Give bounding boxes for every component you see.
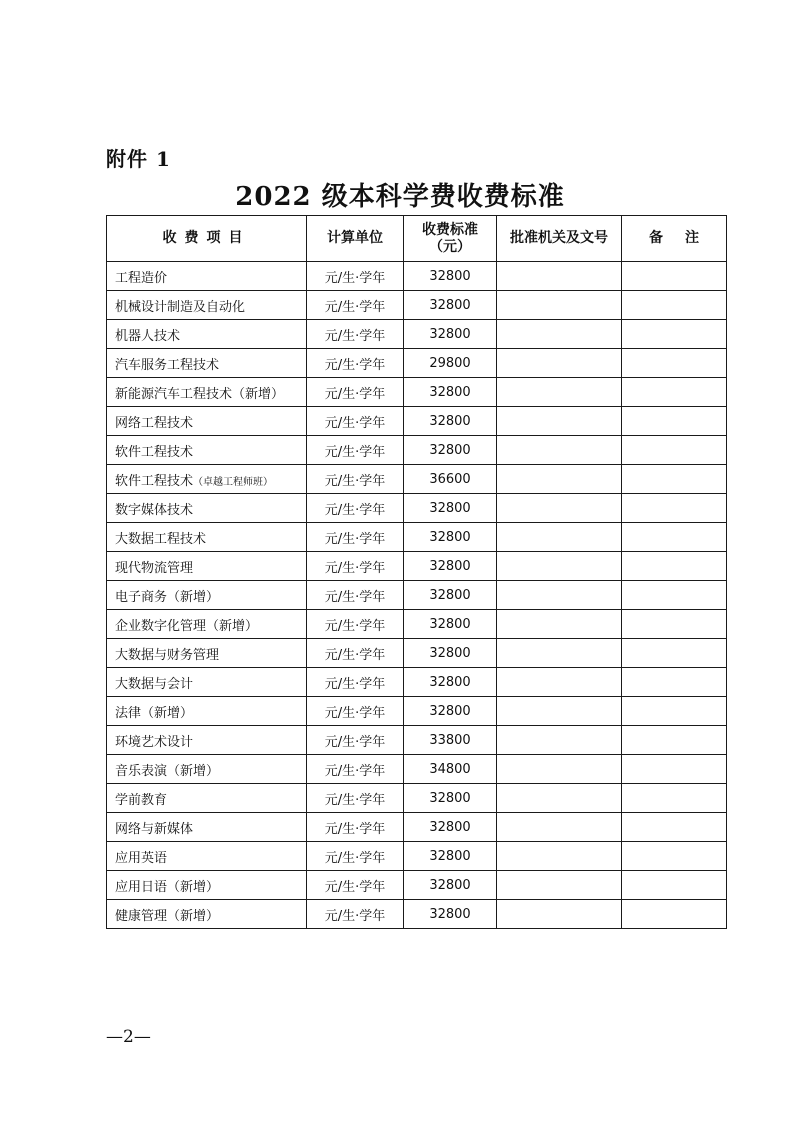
item-name: 数字媒体技术: [115, 502, 194, 518]
fee-table-body: [107, 262, 727, 929]
item-name: 学前教育: [115, 792, 168, 808]
cell-note: [622, 813, 727, 842]
cell-authority: [497, 697, 622, 726]
header-unit: 计算单位: [307, 216, 404, 262]
item-name-suffix: （卓越工程师班）: [193, 476, 274, 488]
cell-authority: [497, 726, 622, 755]
table-row: [107, 726, 727, 755]
cell-unit: 元/生·学年: [307, 668, 404, 697]
item-name: 健康管理（新增）: [115, 908, 220, 924]
table-header-row: [107, 216, 727, 262]
table-row: [107, 262, 727, 291]
cell-fee: 34800: [404, 755, 497, 784]
cell-item-name: [107, 668, 307, 697]
item-name: 环境艺术设计: [115, 734, 194, 750]
cell-note: [622, 784, 727, 813]
cell-fee: 32800: [404, 668, 497, 697]
cell-authority: [497, 291, 622, 320]
table-row: [107, 900, 727, 929]
cell-fee: 32800: [404, 842, 497, 871]
cell-item-name: [107, 291, 307, 320]
cell-note: [622, 610, 727, 639]
cell-item-name: [107, 494, 307, 523]
cell-note: [622, 552, 727, 581]
cell-note: [622, 697, 727, 726]
cell-item-name: [107, 755, 307, 784]
document-title: 2022 级本科学费收费标准: [235, 182, 565, 212]
header-authority: 批准机关及文号: [497, 216, 622, 262]
cell-item-name: [107, 407, 307, 436]
item-name: 网络工程技术: [115, 415, 194, 431]
cell-authority: [497, 610, 622, 639]
cell-item-name: [107, 784, 307, 813]
cell-item-name: [107, 581, 307, 610]
cell-fee: 32800: [404, 581, 497, 610]
table-row: [107, 871, 727, 900]
cell-authority: [497, 523, 622, 552]
cell-authority: [497, 552, 622, 581]
cell-fee: 32800: [404, 378, 497, 407]
item-name: 应用日语（新增）: [115, 879, 220, 895]
item-name: 汽车服务工程技术: [115, 357, 220, 373]
cell-unit: 元/生·学年: [307, 871, 404, 900]
cell-unit: 元/生·学年: [307, 784, 404, 813]
cell-fee: 32800: [404, 697, 497, 726]
cell-unit: 元/生·学年: [307, 320, 404, 349]
cell-authority: [497, 320, 622, 349]
cell-authority: [497, 378, 622, 407]
cell-note: [622, 262, 727, 291]
cell-authority: [497, 465, 622, 494]
cell-item-name: [107, 610, 307, 639]
cell-item-name: [107, 349, 307, 378]
cell-unit: 元/生·学年: [307, 900, 404, 929]
cell-note: [622, 407, 727, 436]
table-row: [107, 291, 727, 320]
item-name: 大数据与财务管理: [115, 647, 220, 663]
cell-note: [622, 581, 727, 610]
cell-note: [622, 349, 727, 378]
header-note: [622, 216, 727, 262]
cell-unit: 元/生·学年: [307, 349, 404, 378]
cell-unit: 元/生·学年: [307, 697, 404, 726]
cell-fee: 36600: [404, 465, 497, 494]
header-item-label: 收费项目: [162, 230, 251, 246]
cell-fee: 32800: [404, 291, 497, 320]
cell-authority: [497, 494, 622, 523]
cell-authority: [497, 262, 622, 291]
item-name: 机器人技术: [115, 328, 181, 344]
cell-unit: 元/生·学年: [307, 552, 404, 581]
item-name: 现代物流管理: [115, 560, 194, 576]
cell-authority: [497, 581, 622, 610]
cell-item-name: [107, 523, 307, 552]
table-row: [107, 842, 727, 871]
cell-note: [622, 668, 727, 697]
table-row: [107, 610, 727, 639]
cell-fee: 32800: [404, 610, 497, 639]
cell-item-name: [107, 552, 307, 581]
table-row: [107, 407, 727, 436]
item-name: 新能源汽车工程技术（新增）: [115, 386, 285, 402]
cell-authority: [497, 639, 622, 668]
cell-authority: [497, 755, 622, 784]
table-row: [107, 378, 727, 407]
cell-fee: 32800: [404, 407, 497, 436]
cell-unit: 元/生·学年: [307, 291, 404, 320]
cell-fee: 32800: [404, 900, 497, 929]
cell-unit: 元/生·学年: [307, 755, 404, 784]
cell-fee: 32800: [404, 436, 497, 465]
cell-note: [622, 378, 727, 407]
cell-item-name: [107, 871, 307, 900]
cell-unit: 元/生·学年: [307, 378, 404, 407]
cell-note: [622, 639, 727, 668]
cell-note: [622, 900, 727, 929]
cell-item-name: [107, 639, 307, 668]
page-number: —2—: [106, 1027, 151, 1047]
table-row: [107, 349, 727, 378]
cell-unit: 元/生·学年: [307, 639, 404, 668]
cell-fee: 33800: [404, 726, 497, 755]
attachment-label: 附件 1: [106, 147, 171, 171]
cell-note: [622, 871, 727, 900]
cell-item-name: [107, 320, 307, 349]
cell-unit: 元/生·学年: [307, 262, 404, 291]
cell-note: [622, 494, 727, 523]
cell-authority: [497, 436, 622, 465]
table-row: [107, 494, 727, 523]
item-name: 法律（新增）: [115, 705, 194, 721]
header-fee: [404, 216, 497, 262]
cell-unit: 元/生·学年: [307, 726, 404, 755]
cell-fee: 32800: [404, 784, 497, 813]
cell-unit: 元/生·学年: [307, 436, 404, 465]
cell-unit: 元/生·学年: [307, 813, 404, 842]
cell-authority: [497, 349, 622, 378]
cell-fee: 32800: [404, 494, 497, 523]
cell-fee: 32800: [404, 871, 497, 900]
cell-fee: 32800: [404, 813, 497, 842]
item-name: 大数据与会计: [115, 676, 194, 692]
item-name: 网络与新媒体: [115, 821, 194, 837]
table-row: [107, 813, 727, 842]
cell-note: [622, 436, 727, 465]
item-name: 机械设计制造及自动化: [115, 299, 246, 315]
cell-authority: [497, 900, 622, 929]
table-row: [107, 784, 727, 813]
header-note-label: 备注: [649, 230, 721, 246]
cell-note: [622, 842, 727, 871]
item-name: 企业数字化管理（新增）: [115, 618, 259, 634]
header-item: [107, 216, 307, 262]
item-name: 音乐表演（新增）: [115, 763, 220, 779]
cell-fee: 32800: [404, 552, 497, 581]
cell-unit: 元/生·学年: [307, 523, 404, 552]
cell-item-name: [107, 900, 307, 929]
cell-fee: 32800: [404, 262, 497, 291]
item-name: 应用英语: [115, 850, 168, 866]
table-row: [107, 581, 727, 610]
cell-note: [622, 523, 727, 552]
cell-fee: 29800: [404, 349, 497, 378]
table-row: [107, 755, 727, 784]
cell-unit: 元/生·学年: [307, 842, 404, 871]
cell-item-name: [107, 842, 307, 871]
cell-note: [622, 291, 727, 320]
table-row: [107, 552, 727, 581]
cell-item-name: [107, 465, 307, 494]
table-row: [107, 436, 727, 465]
cell-item-name: [107, 378, 307, 407]
cell-unit: 元/生·学年: [307, 494, 404, 523]
cell-fee: 32800: [404, 523, 497, 552]
cell-authority: [497, 784, 622, 813]
cell-authority: [497, 871, 622, 900]
fee-table: [106, 215, 727, 929]
cell-unit: 元/生·学年: [307, 581, 404, 610]
header-fee-line1: 收费标准: [422, 221, 478, 238]
table-row: [107, 465, 727, 494]
table-row: [107, 697, 727, 726]
cell-authority: [497, 813, 622, 842]
header-fee-line2: （元）: [429, 238, 471, 255]
table-row: [107, 523, 727, 552]
cell-item-name: [107, 697, 307, 726]
item-name: 软件工程技术: [115, 473, 194, 489]
table-row: [107, 668, 727, 697]
cell-fee: 32800: [404, 320, 497, 349]
cell-unit: 元/生·学年: [307, 465, 404, 494]
cell-unit: 元/生·学年: [307, 407, 404, 436]
cell-unit: 元/生·学年: [307, 610, 404, 639]
cell-note: [622, 320, 727, 349]
item-name: 大数据工程技术: [115, 531, 207, 547]
cell-item-name: [107, 262, 307, 291]
cell-note: [622, 465, 727, 494]
table-row: [107, 639, 727, 668]
cell-item-name: [107, 813, 307, 842]
cell-fee: 32800: [404, 639, 497, 668]
cell-authority: [497, 842, 622, 871]
cell-authority: [497, 668, 622, 697]
cell-item-name: [107, 436, 307, 465]
table-row: [107, 320, 727, 349]
cell-note: [622, 726, 727, 755]
item-name: 电子商务（新增）: [115, 589, 220, 605]
cell-note: [622, 755, 727, 784]
cell-item-name: [107, 726, 307, 755]
item-name: 工程造价: [115, 270, 168, 286]
cell-authority: [497, 407, 622, 436]
item-name: 软件工程技术: [115, 444, 194, 460]
